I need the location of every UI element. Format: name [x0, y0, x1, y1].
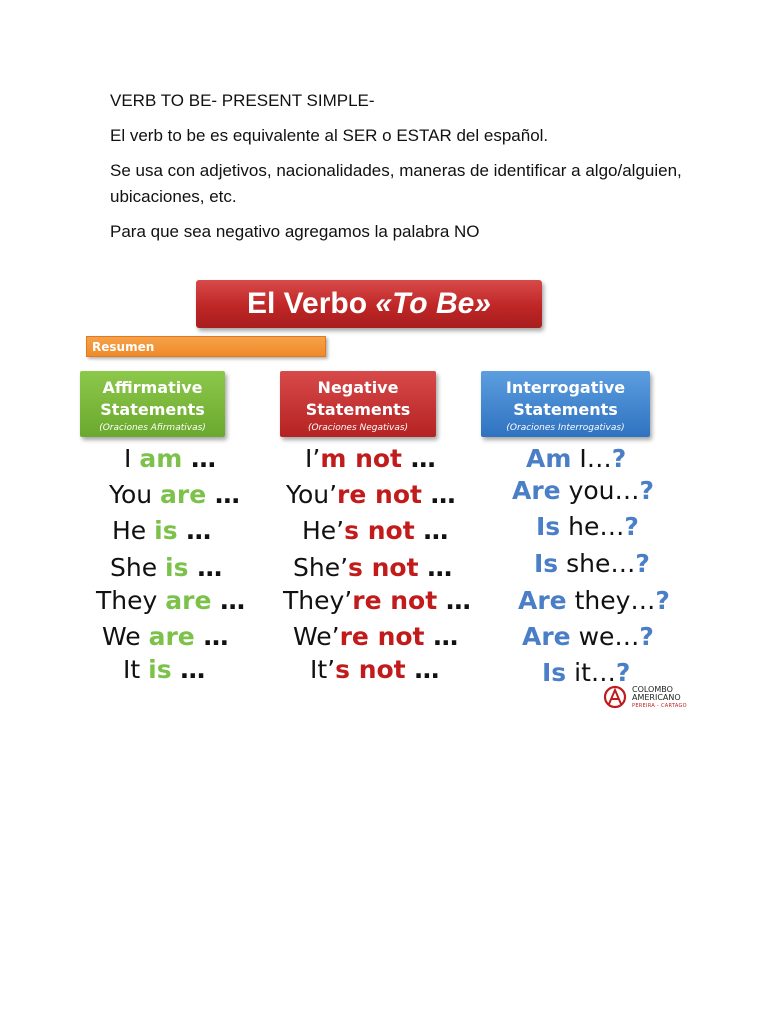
sentence-question-mark: ? [639, 476, 655, 505]
negative-sentence [302, 516, 448, 546]
sentence-dots: … [418, 553, 453, 582]
sentence-subject: she… [558, 549, 636, 578]
sentence-verb: re not [337, 480, 422, 509]
sentence-dots: … [171, 655, 206, 684]
colombo-americano-logo [602, 684, 692, 714]
intro-line-ser-estar: El verb to be es equivalente al SER o ESTAR del español. [110, 126, 549, 145]
sentence-verb: are [160, 480, 207, 509]
logo-text [632, 686, 687, 710]
sentence-question-mark: ? [624, 512, 639, 541]
sentence-subject: I’ [305, 444, 321, 473]
sentence-verb: Am [526, 444, 572, 473]
negative-sentence [293, 553, 452, 583]
affirmative-sentence [112, 516, 211, 546]
sentence-dots: … [405, 655, 440, 684]
sentence-verb: s not [344, 516, 415, 545]
sentence-subject: We’ [293, 622, 340, 651]
interrogative-sentence [512, 476, 654, 506]
affirmative-sentence [124, 444, 216, 474]
sentence-subject: He’ [302, 516, 345, 545]
intro-line-negative: Para que sea negativo agregamos la palabra NO [110, 222, 480, 241]
sentence-dots: … [414, 516, 449, 545]
sentence-dots: … [211, 586, 246, 615]
sentence-question-mark: ? [635, 549, 650, 578]
sentence-verb: Are [522, 622, 571, 651]
sentence-subject: I… [571, 444, 612, 473]
sentence-verb: is [165, 553, 189, 582]
sentence-subject: She [110, 553, 166, 582]
sentence-dots: … [424, 622, 459, 651]
resumen-label: Resumen [86, 336, 326, 357]
affirmative-sentence [102, 622, 228, 652]
sentence-subject: I [124, 444, 140, 473]
interrogative-sentence [522, 622, 654, 652]
negative-sentence [305, 444, 436, 474]
sentence-verb: Are [512, 476, 561, 505]
interrogative-header [481, 371, 650, 437]
sentence-subject: She’ [293, 553, 349, 582]
sentence-verb: s not [335, 655, 406, 684]
sentence-verb: are [165, 586, 212, 615]
sentence-subject: You [109, 480, 161, 509]
affirmative-sentence [110, 553, 222, 583]
affirmative-header-line1: Affirmative [102, 378, 203, 397]
sentence-subject: You’ [286, 480, 338, 509]
sentence-subject: he… [560, 512, 625, 541]
affirmative-sentence [123, 655, 205, 685]
sentence-subject: He [112, 516, 155, 545]
negative-header [280, 371, 436, 437]
sentence-question-mark: ? [611, 444, 627, 473]
sentence-dots: … [437, 586, 471, 615]
sentence-subject: It [123, 655, 149, 684]
interrogative-sentence [534, 549, 650, 579]
affirmative-header-line2: Statements [100, 400, 205, 419]
logo-line2: AMERICANO [632, 693, 681, 702]
sentence-subject: They’ [283, 586, 353, 615]
interrogative-sentence [536, 512, 639, 542]
sentence-subject: you… [560, 476, 640, 505]
colombo-americano-logo-icon [602, 684, 628, 710]
sentence-verb: Is [536, 512, 561, 541]
sentence-subject: They [96, 586, 166, 615]
negative-header-sub: (Oraciones Negativas) [307, 423, 409, 433]
sentence-dots: … [194, 622, 229, 651]
sentence-verb: is [148, 655, 172, 684]
sentence-verb: Are [518, 586, 567, 615]
logo-line1: COLOMBO [632, 685, 673, 694]
sentence-question-mark: ? [639, 622, 654, 651]
logo-line3: PEREIRA - CARTAGO [632, 703, 687, 709]
sentence-subject: we… [570, 622, 640, 651]
intro-heading: VERB TO BE- PRESENT SIMPLE- [110, 91, 375, 110]
sentence-dots: … [421, 480, 456, 509]
sentence-verb: s not [348, 553, 419, 582]
interrogative-header-line1: Interrogative [505, 378, 626, 397]
affirmative-sentence [96, 586, 245, 616]
negative-sentence [283, 586, 471, 616]
sentence-dots: … [206, 480, 240, 509]
sentence-dots: … [402, 444, 436, 473]
negative-sentence [286, 480, 456, 510]
affirmative-sentence [109, 480, 240, 510]
sentence-verb: re not [339, 622, 425, 651]
sentence-question-mark: ? [655, 586, 670, 615]
sentence-verb: Is [542, 658, 567, 687]
affirmative-header [80, 371, 225, 437]
sentence-subject: It’ [310, 655, 336, 684]
sentence-dots: … [177, 516, 212, 545]
sentence-verb: re not [352, 586, 438, 615]
interrogative-sentence [526, 444, 626, 474]
interrogative-header-sub: (Oraciones Interrogativas) [506, 423, 625, 433]
sentence-verb: m not [320, 444, 403, 473]
sentence-subject: they… [566, 586, 656, 615]
negative-sentence [310, 655, 439, 685]
title-banner [196, 280, 542, 328]
sentence-verb: are [148, 622, 195, 651]
sentence-verb: Is [534, 549, 559, 578]
interrogative-sentence [518, 586, 670, 616]
negative-sentence [293, 622, 458, 652]
interrogative-header-line2: Statements [513, 400, 618, 419]
sentence-dots: … [188, 553, 223, 582]
sentence-subject: We [102, 622, 149, 651]
negative-header-line1: Negative [317, 378, 399, 397]
sentence-verb: am [139, 444, 183, 473]
sentence-dots: … [182, 444, 216, 473]
sentence-subject: it… [566, 658, 616, 687]
sentence-verb: is [154, 516, 178, 545]
title-italic: «To Be» [375, 287, 491, 320]
intro-text [110, 88, 710, 254]
title-plain: El Verbo [247, 287, 376, 320]
negative-header-line2: Statements [305, 400, 411, 419]
intro-line-usage: Se usa con adjetivos, nacionalidades, maneras de identificar a algo/alguien, ubicaciones, etc. [110, 161, 682, 206]
affirmative-header-sub: (Oraciones Afirmativas) [99, 423, 206, 433]
sentence-question-mark: ? [615, 658, 631, 687]
